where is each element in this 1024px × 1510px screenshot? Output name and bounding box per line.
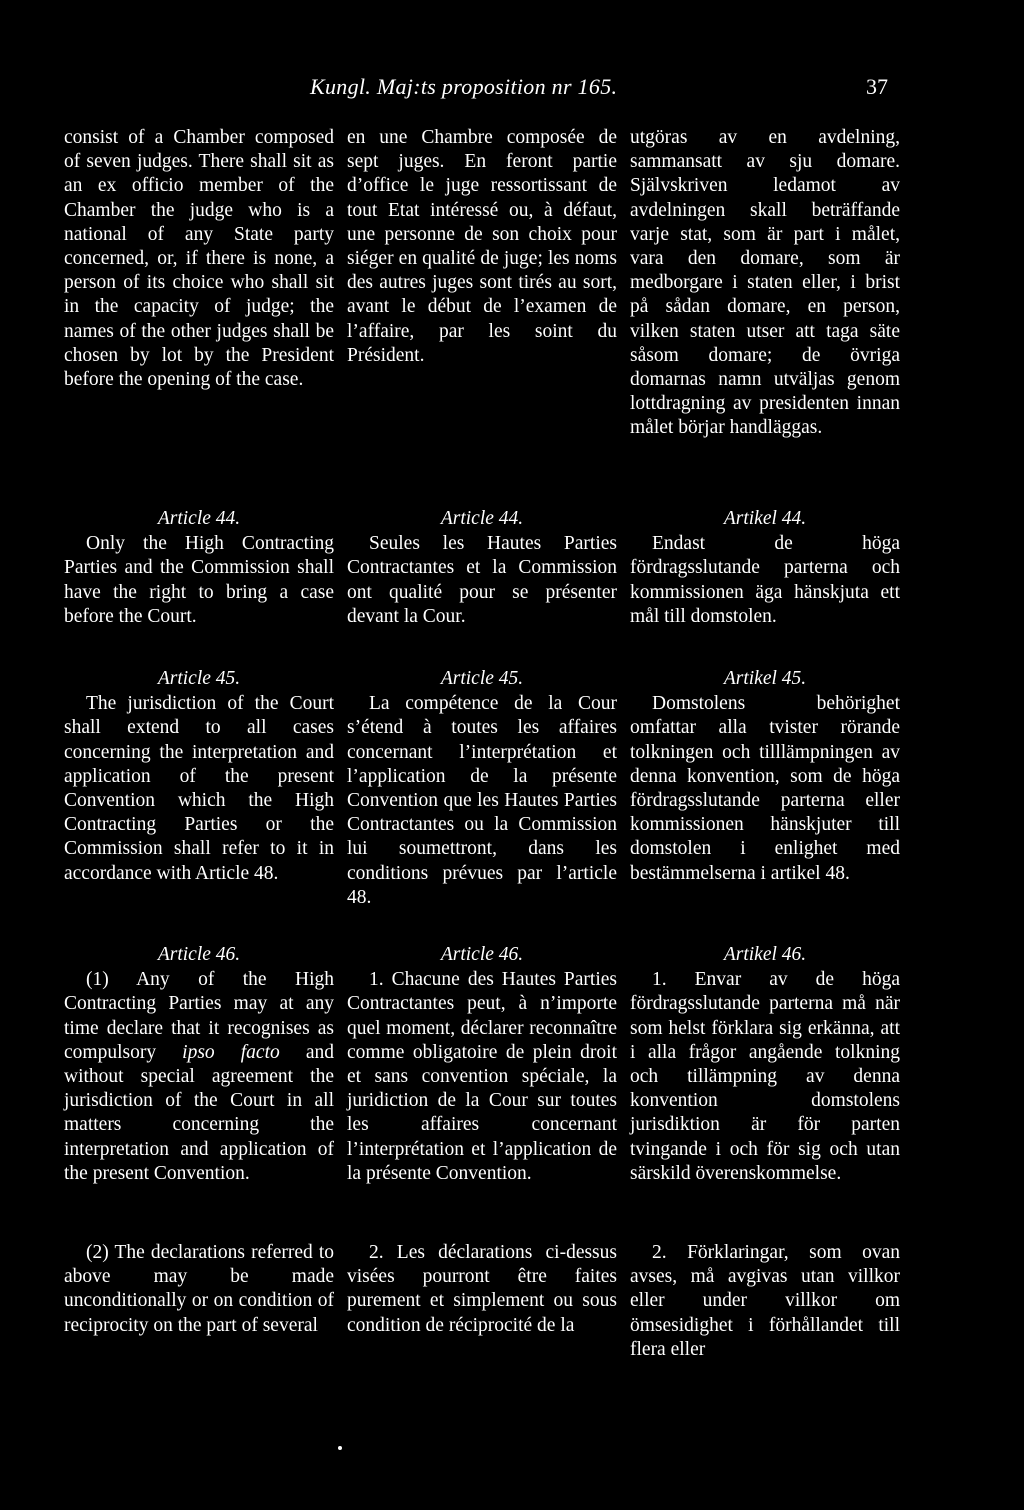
- article-heading: Article 44.: [157, 508, 241, 529]
- article-text: Seules les Hautes Parties Contractantes et la Commission ont qualité pour se présenter devant la Cour.: [347, 533, 617, 627]
- article-44: [64, 507, 334, 629]
- article-46-paragraph-2: [630, 1241, 900, 1362]
- article-heading: Article 45.: [440, 668, 524, 689]
- article-44: [347, 507, 617, 629]
- text-run: and without special agreement the jurisdiction of the Court in all matters concerning the interpretation and application of the present Convention.: [64, 1041, 335, 1184]
- article-45: [64, 667, 334, 886]
- article-46: [630, 943, 900, 1186]
- article-heading: Artikel 46.: [723, 944, 807, 965]
- article-text: The jurisdiction of the Court shall extend to all cases concerning the interpretation and application of the present Convention which the High Contracting Parties or the Commission shall refer to it in accordance with Article 48.: [64, 693, 334, 884]
- article-paragraph-1: 1. Envar av de höga fördragsslutande parterna må när som helst förklara sig erkänna, att i alla frågor angående tolkning och tillämpning av denna konvention domstolens jurisdiktion är för parten tvingande i och för sig och utan särskild överenskommelse.: [630, 969, 900, 1184]
- article-text: (2) The declarations referred to above may be made unconditionally or on condition of reciprocity on the part of several: [64, 1242, 334, 1336]
- intro-paragraph: [64, 126, 334, 392]
- running-head: Kungl. Maj:ts proposition nr 165.: [310, 74, 618, 99]
- article-heading: Article 45.: [157, 668, 241, 689]
- article-heading: Artikel 45.: [723, 668, 807, 689]
- page-number: 37: [866, 74, 888, 99]
- page-header: [0, 74, 1024, 106]
- text-run: (1) Any of the High Contracting Parties may at any time declare that it recognises as compulsory: [64, 969, 334, 1063]
- article-text: 2. Les déclarations ci-dessus visées pourront être faites purement et simplement ou sous condition de réciprocité de la: [347, 1242, 617, 1336]
- article-paragraph-1: 1. Chacune des Hautes Parties Contractantes peut, à n’importe quel moment, déclarer reconnaître comme obligatoire de plein droit et sans convention spéciale, la juridiction de la Cour sur toutes les affaires concernant l’interprétation et l’application de la présente Convention.: [347, 969, 617, 1184]
- article-text: La compétence de la Cour s’étend à toutes les affaires concernant l’interprétation et l’application de la présente Convention que les Hautes Parties Contractantes ou la Commission lui soumettront, dans les conditions prévues par l’article 48.: [347, 693, 617, 908]
- paragraph-text: consist of a Chamber composed of seven judges. There shall sit as an ex officio member of the Chamber the judge who is a national of any State party concerned, or, if there is none, a person of its choice who shall sit in the capacity of judge; the names of the other judges shall be chosen by lot by the President before the opening of the case.: [64, 127, 334, 391]
- article-text: Only the High Contracting Parties and the Commission shall have the right to bring a case before the Court.: [64, 533, 334, 627]
- article-heading: Artikel 44.: [723, 508, 807, 529]
- print-speck: [338, 1446, 342, 1450]
- article-46: [347, 943, 617, 1186]
- article-46: [64, 943, 334, 1186]
- article-46-paragraph-2: [347, 1241, 617, 1338]
- article-paragraph-1: [64, 968, 334, 1186]
- intro-paragraph: [347, 126, 617, 368]
- article-44: [630, 507, 900, 629]
- article-text: 2. Förklaringar, som ovan avses, må avgivas utan villkor eller under villkor om ömsesidighet i förhållandet till flera eller: [630, 1242, 900, 1360]
- article-text: Endast de höga fördragsslutande parterna och kommissionen äga hänskjuta ett mål till domstolen.: [630, 533, 900, 627]
- latin-phrase: ipso facto: [182, 1041, 280, 1063]
- article-heading: Article 46.: [440, 944, 524, 965]
- article-45: [630, 667, 900, 886]
- intro-paragraph: [630, 126, 900, 441]
- article-heading: Article 44.: [440, 508, 524, 529]
- paragraph-text: utgöras av en avdelning, sammansatt av sju domare. Självskriven ledamot av avdelningen skall beträffande varje stat, som är part i målet, vara den domare, som är medborgare i staten eller, i brist på sådan domare, en person, vilken staten utser att taga säte såsom domare; de övriga domarnas namn utväljas genom lottdragning av presidenten innan målet börjar handläggas.: [630, 127, 900, 439]
- paragraph-text: en une Chambre composée de sept juges. En feront partie d’office le juge ressortissant de tout Etat intéressé ou, à défaut, une personne de son choix pour siéger en qualité de juge; les noms des autres juges sont tirés au sort, avant le début de l’examen de l’affaire, par les soint du Président.: [347, 127, 617, 366]
- article-text: Domstolens behörighet omfattar alla tvister rörande tolkningen och tilllämpningen av denna konvention, som de höga fördragsslutande parterna eller kommissionen hänskjuter till domstolen i enlighet med bestämmelserna i artikel 48.: [630, 693, 900, 884]
- article-heading: Article 46.: [157, 944, 241, 965]
- article-45: [347, 667, 617, 910]
- article-46-paragraph-2: [64, 1241, 334, 1338]
